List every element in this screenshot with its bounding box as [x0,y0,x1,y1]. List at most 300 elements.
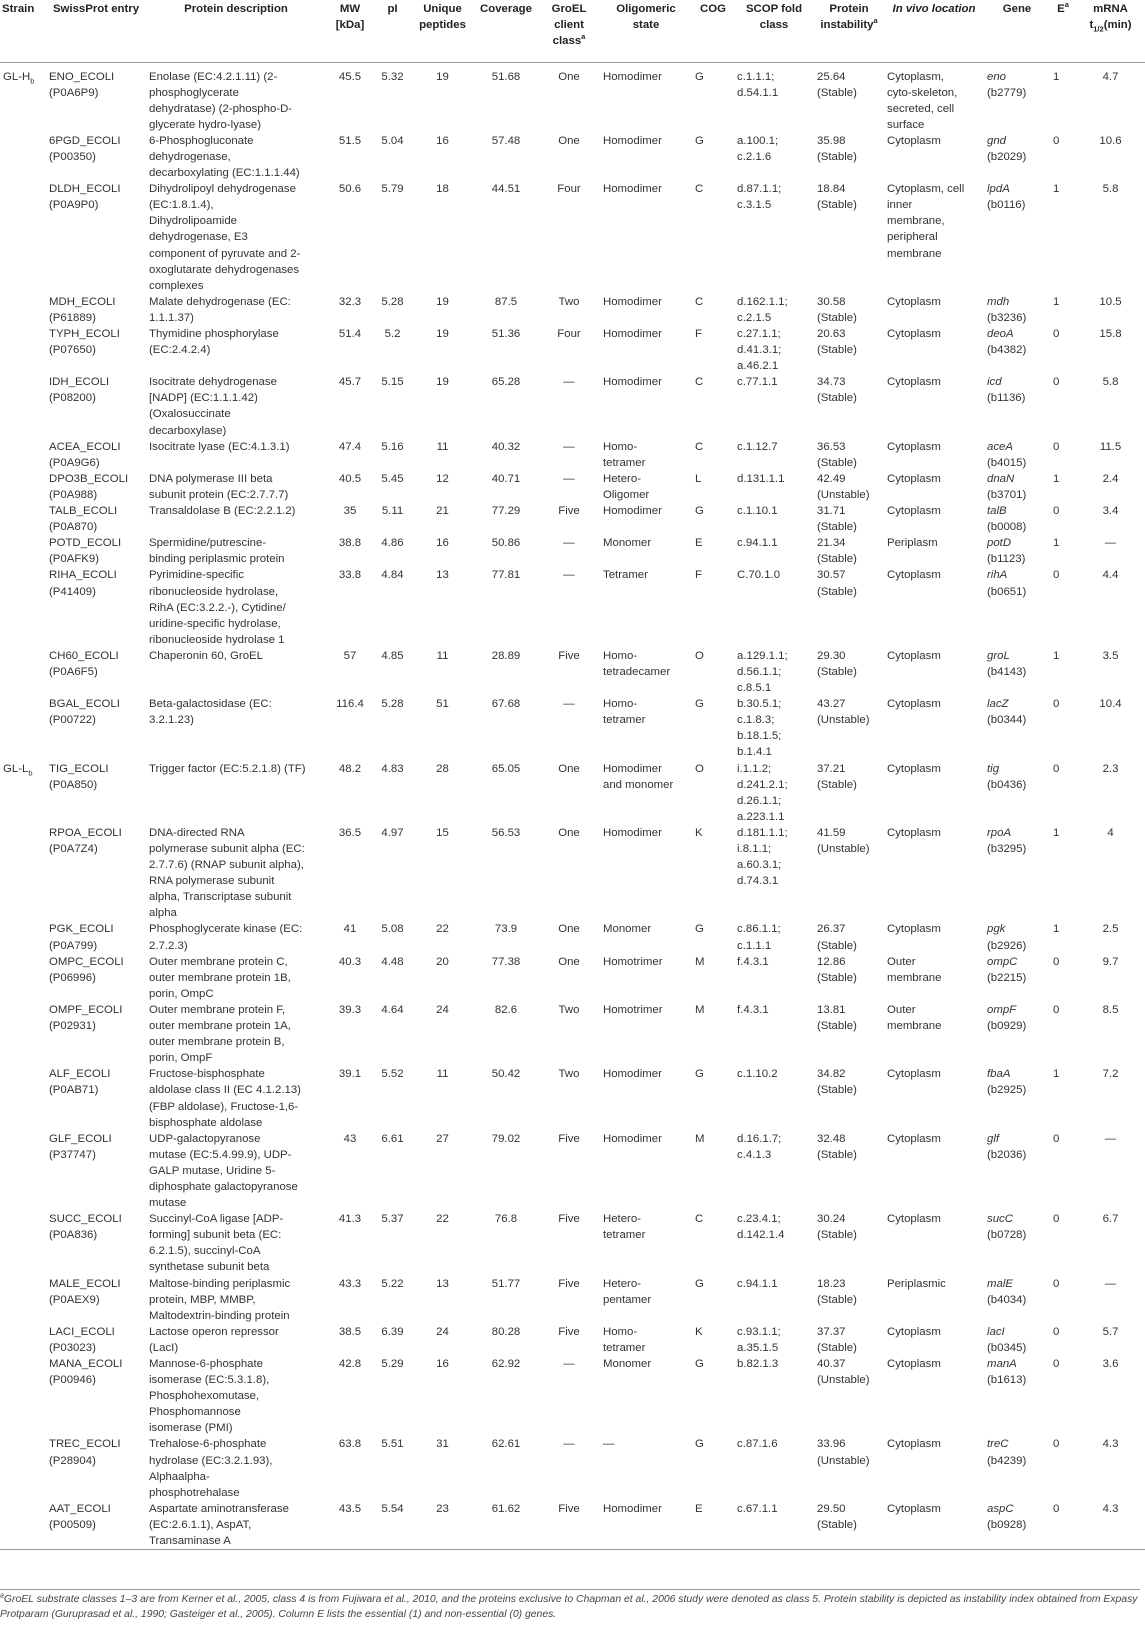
cell-location [884,471,984,503]
cell-description [146,1276,326,1324]
description-line: Phosphohexomutase, [149,1390,260,1403]
cell-strain [0,1211,46,1275]
cell-groel-class: Five [558,649,580,662]
cell-essential: 0 [1053,1358,1060,1370]
cell-oligomeric-state [600,471,692,503]
cell-pi: 4.97 [381,826,404,839]
cell-pi: 5.11 [381,505,404,518]
cell-coverage: 50.42 [491,1068,521,1081]
oligo-line: tetramer [603,714,646,727]
cell-cog: M [695,955,705,968]
gene-locus: (b4015) [987,456,1027,469]
cell-oligomeric-state [600,181,692,294]
table-body [0,62,1145,1550]
instability-line: 30.58 [817,295,846,308]
instability-line: (Stable) [817,778,857,791]
entry-line: (P0A9G6) [49,456,100,469]
cell-pi: 5.37 [381,1213,404,1226]
cell-gene [984,1002,1050,1066]
cell-entry [46,761,146,825]
cell-mw: 43 [343,1132,357,1145]
description-line: protein, MBP, MMBP, [149,1293,256,1306]
scop-line: c.93.1.1; [737,1325,781,1338]
cell-location [884,1324,984,1356]
description-line: (FBP aldolase), Fructose-1,6- [149,1100,299,1113]
cell-strain [0,761,46,825]
cell-groel-class: — [563,376,575,389]
cell-essential: 1 [1053,472,1060,485]
gene-locus: (b4143) [987,665,1027,678]
cell-mrna-half-life: 9.7 [1102,955,1119,968]
table-row [0,761,1145,825]
cell-location [884,1436,984,1500]
cell-instability [814,1324,884,1356]
cell-strain [0,696,46,760]
cell-gene [984,761,1050,825]
cell-strain [0,326,46,374]
cell-gene [984,1131,1050,1211]
cell-pi: 5.2 [384,328,401,340]
scop-line: c.4.1.3 [737,1148,772,1161]
instability-line: (Stable) [817,553,857,566]
location-line: Cytoplasm, [887,70,944,83]
cell-pi: 6.39 [381,1325,404,1338]
instability-line: (Unstable) [817,1374,870,1387]
cell-gene [984,1436,1050,1500]
cell-groel-class: Five [558,505,580,518]
oligo-line: pentamer [603,1293,652,1306]
description-line: GALP mutase, Uridine 5- [149,1164,276,1177]
scop-line: b.30.5.1; [737,698,782,711]
entry-line: RIHA_ECOLI [49,569,117,582]
cell-pi: 5.51 [381,1438,404,1451]
instability-line: (Stable) [817,939,857,952]
cell-cog: F [695,328,702,340]
oligo-line: tetramer [603,456,646,469]
entry-line: (P0A7Z4) [49,843,98,855]
strain-subscript: b [28,767,33,777]
oligo-line: Homodimer [603,762,662,775]
scop-line: c.27.1.1; [737,328,781,340]
cell-description [146,567,326,647]
cell-oligomeric-state [600,648,692,696]
location-line: surface [887,118,925,131]
description-line: component of pyruvate and 2- [149,247,301,260]
entry-line: (P00509) [49,1518,96,1531]
cell-gene [984,1501,1050,1550]
cell-strain [0,921,46,953]
cell-location [884,648,984,696]
description-line: Maltose-binding periplasmic [149,1277,291,1290]
location-line: Cytoplasm [887,295,941,308]
entry-line: OMPC_ECOLI [49,955,124,968]
cell-description [146,1066,326,1130]
cell-pi: 4.85 [381,649,404,662]
cell-location [884,825,984,922]
scop-line: b.18.1.5; [737,730,782,743]
cell-oligomeric-state [600,326,692,374]
cell-mw: 43.5 [338,1502,362,1515]
cell-scop [734,761,814,825]
description-line: RNA polymerase subunit [149,875,275,888]
cell-unique-peptides: 16 [436,1358,449,1370]
cell-strain [0,1324,46,1356]
cell-entry [46,1276,146,1324]
cell-unique-peptides: 27 [436,1132,449,1145]
cell-instability [814,439,884,471]
header-gene: Gene [1002,3,1032,15]
oligo-line: Homodimer [603,1068,662,1081]
description-line: dehydrogenase, [149,150,231,163]
scop-line: d.54.1.1 [737,86,779,99]
description-line: Thymidine phosphorylase [149,328,279,340]
instability-line: (Stable) [817,521,857,534]
cell-coverage: 40.32 [491,440,521,453]
gene-locus: (b3236) [987,311,1027,324]
instability-line: 42.49 [817,472,846,485]
gene-locus: (b0929) [987,1020,1027,1033]
description-line: porin, OmpF [149,1052,213,1065]
gene-locus: (b0344) [987,714,1027,727]
header-groel-label: GroEL client class [551,3,587,47]
oligo-line: tetradecamer [603,665,671,678]
description-line: (Oxalosuccinate [149,408,231,421]
cell-oligomeric-state [600,535,692,567]
cell-entry [46,921,146,953]
cell-location [884,954,984,1002]
cell-mrna-half-life: 3.5 [1102,649,1119,662]
header-e-label: E [1057,3,1065,15]
entry-line: TYPH_ECOLI [49,328,120,340]
instability-line: (Stable) [817,1293,857,1306]
entry-line: (P61889) [49,311,96,324]
gene-locus: (b0928) [987,1518,1027,1531]
header-oligomeric-state: Oligomeric state [616,3,676,31]
entry-line: ACEA_ECOLI [49,440,121,453]
scop-line: c.2.1.5 [737,311,772,324]
location-line: Cytoplasm [887,569,941,582]
header-mrna-sub: 1/2 [1093,24,1104,34]
cell-entry [46,471,146,503]
instability-line: 21.34 [817,537,846,550]
cell-strain [0,439,46,471]
oligo-line: Hetero- [603,1277,641,1290]
instability-line: 18.23 [817,1277,846,1290]
instability-line: (Stable) [817,150,857,163]
cell-scop [734,1002,814,1066]
cell-entry [46,1211,146,1275]
cell-groel-class: Four [557,183,581,196]
scop-line: c.86.1.1; [737,923,781,936]
cell-description [146,181,326,294]
cell-instability [814,761,884,825]
cell-pi: 5.54 [381,1502,404,1515]
cell-location [884,503,984,535]
gene-name: glf [987,1132,1000,1145]
cell-groel-class: — [563,440,575,453]
cell-coverage: 40.71 [491,472,521,485]
cell-strain [0,133,46,181]
location-line: Cytoplasm [887,698,941,711]
description-line: (LacI) [149,1341,179,1354]
cell-unique-peptides: 31 [436,1438,449,1451]
cell-mw: 51.5 [338,134,362,147]
cell-description [146,326,326,374]
instability-line: (Stable) [817,1341,857,1354]
cell-cog: G [695,505,704,518]
cell-description [146,648,326,696]
cell-description [146,503,326,535]
scop-line: c.94.1.1 [737,1277,778,1290]
oligo-line: Homodimer [603,505,662,518]
instability-line: 37.21 [817,762,846,775]
cell-mrna-half-life: 5.8 [1102,183,1119,196]
entry-line: ALF_ECOLI [49,1068,111,1081]
cell-essential: 0 [1053,440,1060,453]
table-row [0,1002,1145,1066]
location-line: Cytoplasm [887,472,941,485]
table-row [0,648,1145,696]
instability-line: 40.37 [817,1358,846,1370]
header-mrna-label: mRNA t [1089,3,1128,31]
cell-entry [46,326,146,374]
cell-description [146,761,326,825]
cell-coverage: 82.6 [494,1003,518,1016]
scop-line: d.26.1.1; [737,794,782,807]
cell-unique-peptides: 20 [436,955,449,968]
cell-unique-peptides: 19 [436,376,449,389]
description-line: 1.1.1.37) [149,311,194,324]
scop-line: a.35.1.5 [737,1341,779,1354]
cell-oligomeric-state [600,1002,692,1066]
cell-coverage: 57.48 [491,134,521,147]
cell-strain [0,1276,46,1324]
gene-name: aceA [987,440,1013,453]
cell-location [884,374,984,438]
entry-line: (P0AB71) [49,1084,99,1097]
cell-groel-class: One [558,826,580,839]
scop-line: d.56.1.1; [737,665,782,678]
cell-description [146,1324,326,1356]
instability-line: (Stable) [817,585,857,598]
cell-mw: 47.4 [338,440,362,453]
cell-instability [814,133,884,181]
description-line: Maltodextrin-binding protein [149,1309,290,1322]
description-line: isomerase (PMI) [149,1422,233,1435]
entry-line: (P0A988) [49,488,98,501]
header-essential [1050,0,1076,62]
table-row [0,439,1145,471]
cell-groel-class: Four [557,328,581,340]
cell-coverage: 61.62 [491,1502,521,1515]
scop-line: b.82.1.3 [737,1358,779,1370]
cell-description [146,696,326,760]
header-instability [814,0,884,62]
cell-essential: 0 [1053,1502,1060,1515]
cell-groel-class: Two [558,1068,580,1081]
gene-name: rpoA [987,826,1012,839]
cell-pi: 5.28 [381,698,404,711]
location-line: membrane [887,247,942,260]
cell-oligomeric-state [600,1501,692,1550]
description-line: dehydrogenase, E3 [149,231,248,244]
cell-mw: 45.7 [338,376,362,389]
cell-description [146,1211,326,1275]
cell-gene [984,1211,1050,1275]
oligo-line: Homotrimer [603,1003,663,1016]
cell-description [146,825,326,922]
description-line: porin, OmpC [149,987,214,1000]
location-line: Cytoplasm, cell [887,183,965,196]
gene-locus: (b2029) [987,150,1027,163]
cell-coverage: 62.92 [491,1358,521,1370]
header-strain: Strain [2,3,35,15]
table-footnote [0,1589,1140,1622]
scop-line: c.8.5.1 [737,682,772,695]
instability-line: (Unstable) [817,843,870,855]
oligo-line: Tetramer [603,569,648,582]
description-line: alpha, Transcriptase subunit [149,891,292,904]
oligo-line: Homodimer [603,134,662,147]
location-line: Cytoplasm [887,376,941,389]
gene-locus: (b4382) [987,344,1027,357]
cell-mrna-half-life: 2.3 [1102,762,1119,775]
cell-strain [0,294,46,326]
table-row [0,294,1145,326]
cell-scop [734,439,814,471]
gene-locus: (b2779) [987,86,1027,99]
location-line: Cytoplasm [887,1358,941,1370]
cell-instability [814,921,884,953]
cell-pi: 5.08 [381,923,404,936]
scop-line: c.3.1.5 [737,199,772,212]
instability-line: (Stable) [817,456,857,469]
description-line: Transaldolase B (EC:2.2.1.2) [149,505,296,518]
entry-line: (P08200) [49,392,96,405]
cell-gene [984,921,1050,953]
cell-strain [0,1066,46,1130]
cell-pi: 6.61 [381,1132,404,1145]
cell-pi: 4.84 [381,569,404,582]
description-line: Aspartate aminotransferase [149,1502,289,1515]
cell-oligomeric-state [600,1324,692,1356]
entry-line: (P0A6P9) [49,86,99,99]
description-line: Transaminase A [149,1535,231,1548]
cell-scop [734,825,814,922]
description-line: (EC:1.8.1.4), [149,199,214,212]
cell-groel-class: Two [558,1003,580,1016]
cell-scop [734,471,814,503]
cell-gene [984,181,1050,294]
entry-line: MDH_ECOLI [49,295,116,308]
cell-mrna-half-life: 3.4 [1102,505,1119,518]
cell-unique-peptides: 19 [436,328,449,340]
header-mrna-half-life [1076,0,1145,62]
table-row [0,133,1145,181]
cell-pi: 5.04 [381,134,404,147]
cell-cog: E [695,537,703,550]
oligo-line: Homotrimer [603,955,663,968]
cell-pi: 4.64 [381,1003,404,1016]
cell-mrna-half-life: — [1104,1132,1117,1145]
entry-line: (P0A6F5) [49,665,98,678]
cell-location [884,567,984,647]
cell-location [884,1131,984,1211]
description-line: Chaperonin 60, GroEL [149,649,263,662]
cell-strain [0,1002,46,1066]
cell-entry [46,1501,146,1550]
cell-essential: 0 [1053,328,1060,340]
entry-line: 6PGD_ECOLI [49,134,121,147]
cell-essential: 1 [1053,923,1060,936]
cell-scop [734,1356,814,1436]
description-line: oxoglutarate dehydrogenases [149,263,300,276]
description-line: DNA polymerase III beta [149,472,273,485]
cell-pi: 5.45 [381,472,404,485]
location-line: membrane [887,971,942,984]
cell-oligomeric-state [600,374,692,438]
gene-name: gnd [987,134,1007,147]
cell-mw: 45.5 [338,70,362,83]
cell-coverage: 51.68 [491,70,521,83]
cell-unique-peptides: 16 [436,537,449,550]
description-line: Alphaalpha- [149,1470,210,1483]
cell-mrna-half-life: 4.7 [1102,70,1119,83]
instability-line: 29.30 [817,649,846,662]
cell-cog: C [695,295,704,308]
cell-instability [814,954,884,1002]
instability-line: 43.27 [817,698,846,711]
cell-coverage: 50.86 [491,537,521,550]
gene-locus: (b3295) [987,843,1027,855]
entry-line: TIG_ECOLI [49,762,109,775]
instability-line: 35.98 [817,134,846,147]
location-line: Cytoplasm [887,923,941,936]
cell-cog: G [695,1068,704,1081]
cell-oligomeric-state [600,1066,692,1130]
instability-line: (Unstable) [817,488,870,501]
cell-gene [984,439,1050,471]
cell-instability [814,503,884,535]
description-line: 6.2.1.5), succinyl-CoA [149,1245,261,1258]
cell-cog: L [695,472,702,485]
scop-line: d.162.1.1; [737,295,788,308]
description-line: mutase (EC:5.4.99.9), UDP- [149,1148,292,1161]
oligo-line: Oligomer [603,488,650,501]
location-line: Outer [887,1003,916,1016]
header-mw: MW [kDa] [335,3,365,31]
entry-line: TREC_ECOLI [49,1438,121,1451]
oligo-line: tetramer [603,1229,646,1242]
description-line: Lactose operon repressor [149,1325,279,1338]
cell-entry [46,133,146,181]
cell-oligomeric-state [600,1436,692,1500]
cell-scop [734,696,814,760]
table-row [0,471,1145,503]
description-line: aldolase class II (EC 4.1.2.13) [149,1084,301,1097]
entry-line: DPO3B_ECOLI [49,472,129,485]
cell-description [146,133,326,181]
cell-pi: 5.28 [381,295,404,308]
cell-mrna-half-life: 4.4 [1102,569,1119,582]
cell-essential: 0 [1053,134,1060,147]
cell-pi: 5.52 [381,1068,404,1081]
cell-gene [984,1324,1050,1356]
cell-gene [984,133,1050,181]
gene-name: malE [987,1277,1013,1290]
cell-entry [46,1324,146,1356]
cell-scop [734,181,814,294]
